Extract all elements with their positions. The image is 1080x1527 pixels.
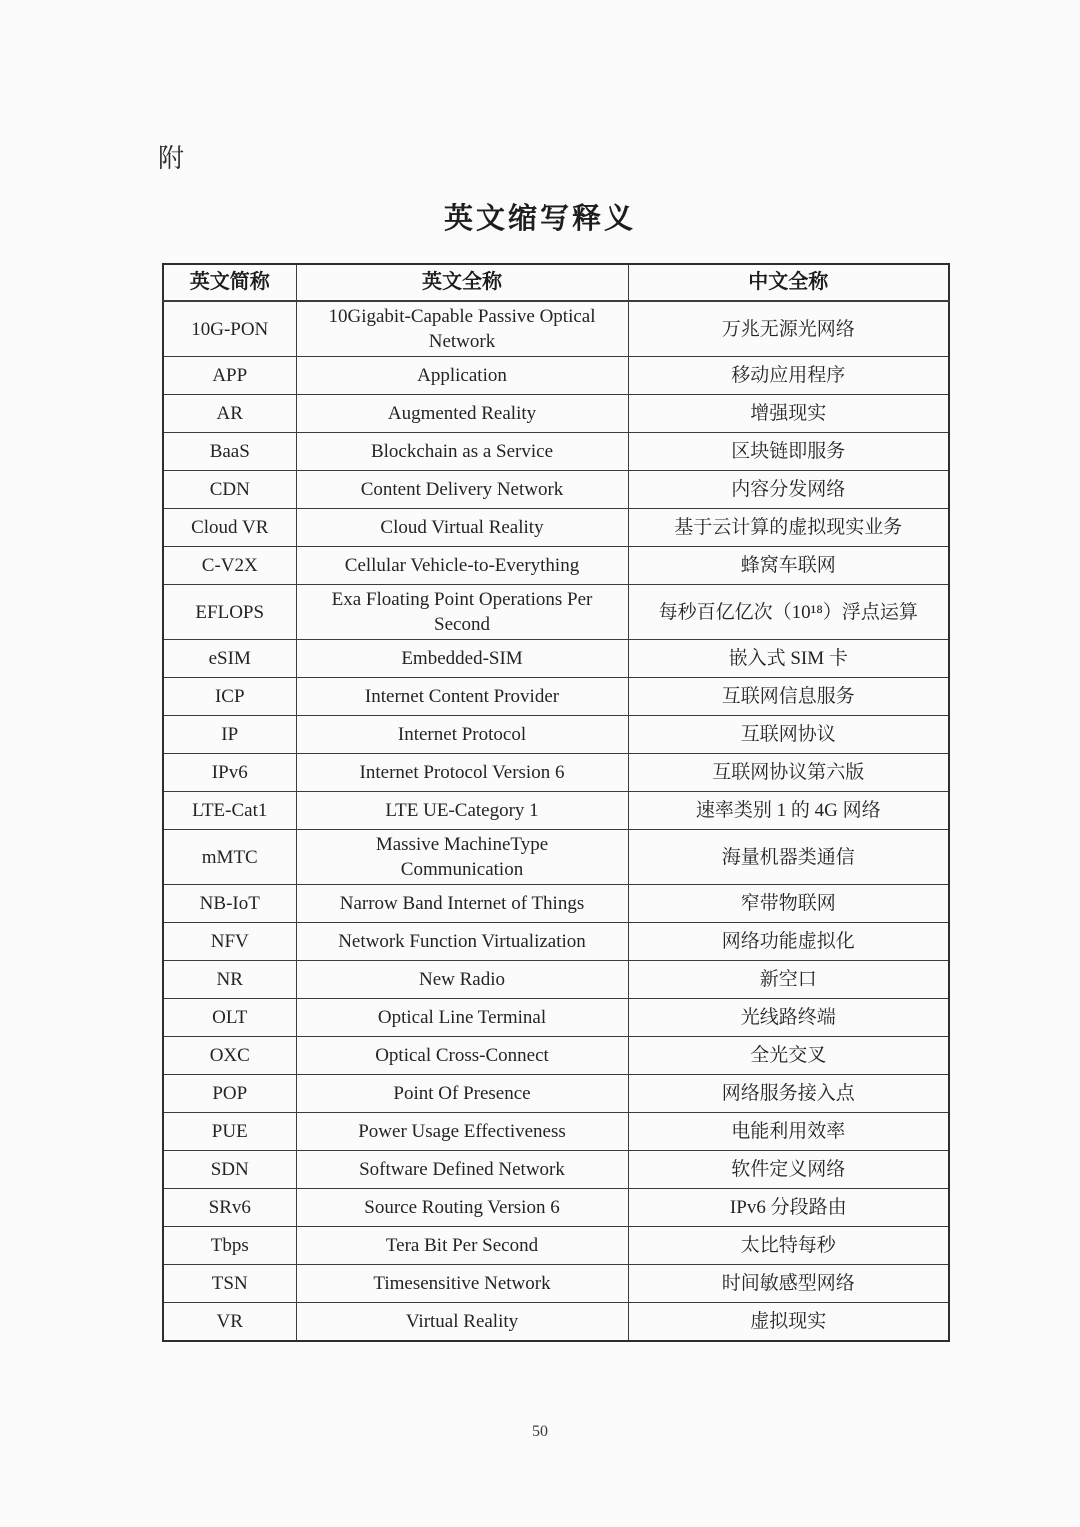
chinese-name-cell: 嵌入式 SIM 卡 bbox=[628, 640, 949, 678]
full-name-cell: Content Delivery Network bbox=[296, 471, 628, 509]
chinese-name-cell: 虚拟现实 bbox=[628, 1303, 949, 1342]
table-row bbox=[163, 923, 949, 961]
chinese-name-cell: 电能利用效率 bbox=[628, 1113, 949, 1151]
appendix-label: 附 bbox=[158, 144, 185, 173]
page-number: 50 bbox=[532, 1423, 548, 1440]
full-name-cell: Source Routing Version 6 bbox=[296, 1189, 628, 1227]
table-row bbox=[163, 357, 949, 395]
abbr-cell: BaaS bbox=[163, 433, 296, 471]
chinese-name-cell: 蜂窝车联网 bbox=[628, 547, 949, 585]
table-row bbox=[163, 433, 949, 471]
table-row bbox=[163, 1303, 949, 1342]
abbr-cell: Cloud VR bbox=[163, 509, 296, 547]
full-name-cell: Massive MachineType Communication bbox=[296, 830, 628, 885]
table-row bbox=[163, 961, 949, 999]
chinese-name-cell: 网络服务接入点 bbox=[628, 1075, 949, 1113]
table-row bbox=[163, 395, 949, 433]
chinese-name-cell: 互联网协议第六版 bbox=[628, 754, 949, 792]
chinese-name-cell: 万兆无源光网络 bbox=[628, 301, 949, 357]
abbr-cell: POP bbox=[163, 1075, 296, 1113]
table-row bbox=[163, 885, 949, 923]
table-row bbox=[163, 1189, 949, 1227]
page-title: 英文缩写释义 bbox=[443, 203, 636, 235]
abbr-cell: APP bbox=[163, 357, 296, 395]
chinese-name-cell: IPv6 分段路由 bbox=[628, 1189, 949, 1227]
chinese-name-cell: 每秒百亿亿次（10¹⁸）浮点运算 bbox=[628, 585, 949, 640]
table-row bbox=[163, 754, 949, 792]
table-row bbox=[163, 1151, 949, 1189]
abbr-cell: CDN bbox=[163, 471, 296, 509]
full-name-cell: Embedded-SIM bbox=[296, 640, 628, 678]
abbr-cell: OLT bbox=[163, 999, 296, 1037]
full-name-cell: Cloud Virtual Reality bbox=[296, 509, 628, 547]
header-cell-chinese-name: 中文全称 bbox=[628, 264, 949, 301]
full-name-cell: Timesensitive Network bbox=[296, 1265, 628, 1303]
abbr-cell: VR bbox=[163, 1303, 296, 1342]
full-name-cell: Point Of Presence bbox=[296, 1075, 628, 1113]
abbr-cell: SDN bbox=[163, 1151, 296, 1189]
table-row bbox=[163, 640, 949, 678]
table-row bbox=[163, 830, 949, 885]
full-name-cell: Software Defined Network bbox=[296, 1151, 628, 1189]
full-name-cell: Narrow Band Internet of Things bbox=[296, 885, 628, 923]
table-row bbox=[163, 999, 949, 1037]
full-name-cell: Power Usage Effectiveness bbox=[296, 1113, 628, 1151]
table-row bbox=[163, 547, 949, 585]
abbreviation-table-container bbox=[162, 263, 950, 1342]
full-name-cell: Tera Bit Per Second bbox=[296, 1227, 628, 1265]
abbr-cell: C-V2X bbox=[163, 547, 296, 585]
chinese-name-cell: 时间敏感型网络 bbox=[628, 1265, 949, 1303]
table-row bbox=[163, 792, 949, 830]
full-name-cell: Augmented Reality bbox=[296, 395, 628, 433]
chinese-name-cell: 海量机器类通信 bbox=[628, 830, 949, 885]
full-name-cell: Internet Content Provider bbox=[296, 678, 628, 716]
abbr-cell: AR bbox=[163, 395, 296, 433]
chinese-name-cell: 内容分发网络 bbox=[628, 471, 949, 509]
abbr-cell: NB-IoT bbox=[163, 885, 296, 923]
chinese-name-cell: 太比特每秒 bbox=[628, 1227, 949, 1265]
chinese-name-cell: 光线路终端 bbox=[628, 999, 949, 1037]
table-body bbox=[163, 301, 949, 1341]
chinese-name-cell: 增强现实 bbox=[628, 395, 949, 433]
chinese-name-cell: 速率类别 1 的 4G 网络 bbox=[628, 792, 949, 830]
abbr-cell: NR bbox=[163, 961, 296, 999]
chinese-name-cell: 新空口 bbox=[628, 961, 949, 999]
abbr-cell: TSN bbox=[163, 1265, 296, 1303]
full-name-cell: New Radio bbox=[296, 961, 628, 999]
table-row bbox=[163, 509, 949, 547]
table-row bbox=[163, 1113, 949, 1151]
table-row bbox=[163, 471, 949, 509]
chinese-name-cell: 全光交叉 bbox=[628, 1037, 949, 1075]
full-name-cell: 10Gigabit-Capable Passive Optical Network bbox=[296, 301, 628, 357]
abbr-cell: NFV bbox=[163, 923, 296, 961]
chinese-name-cell: 区块链即服务 bbox=[628, 433, 949, 471]
full-name-cell: Blockchain as a Service bbox=[296, 433, 628, 471]
chinese-name-cell: 窄带物联网 bbox=[628, 885, 949, 923]
table-row bbox=[163, 585, 949, 640]
table-row bbox=[163, 678, 949, 716]
full-name-cell: Network Function Virtualization bbox=[296, 923, 628, 961]
full-name-cell: Optical Cross-Connect bbox=[296, 1037, 628, 1075]
full-name-cell: Exa Floating Point Operations Per Second bbox=[296, 585, 628, 640]
abbr-cell: ICP bbox=[163, 678, 296, 716]
header-cell-abbr: 英文简称 bbox=[163, 264, 296, 301]
chinese-name-cell: 网络功能虚拟化 bbox=[628, 923, 949, 961]
chinese-name-cell: 移动应用程序 bbox=[628, 357, 949, 395]
abbr-cell: OXC bbox=[163, 1037, 296, 1075]
full-name-cell: Internet Protocol Version 6 bbox=[296, 754, 628, 792]
table-row bbox=[163, 1037, 949, 1075]
table-header-row bbox=[163, 264, 949, 301]
abbr-cell: IP bbox=[163, 716, 296, 754]
abbr-cell: mMTC bbox=[163, 830, 296, 885]
table-row bbox=[163, 1075, 949, 1113]
full-name-cell: Internet Protocol bbox=[296, 716, 628, 754]
abbr-cell: SRv6 bbox=[163, 1189, 296, 1227]
table-row bbox=[163, 301, 949, 357]
abbr-cell: 10G-PON bbox=[163, 301, 296, 357]
chinese-name-cell: 互联网信息服务 bbox=[628, 678, 949, 716]
full-name-cell: Cellular Vehicle-to-Everything bbox=[296, 547, 628, 585]
full-name-cell: Application bbox=[296, 357, 628, 395]
abbr-cell: Tbps bbox=[163, 1227, 296, 1265]
full-name-cell: Virtual Reality bbox=[296, 1303, 628, 1342]
abbr-cell: LTE-Cat1 bbox=[163, 792, 296, 830]
table-row bbox=[163, 716, 949, 754]
table-row bbox=[163, 1227, 949, 1265]
abbr-cell: IPv6 bbox=[163, 754, 296, 792]
abbr-cell: eSIM bbox=[163, 640, 296, 678]
header-cell-full-name: 英文全称 bbox=[296, 264, 628, 301]
chinese-name-cell: 互联网协议 bbox=[628, 716, 949, 754]
table-row bbox=[163, 1265, 949, 1303]
full-name-cell: Optical Line Terminal bbox=[296, 999, 628, 1037]
chinese-name-cell: 基于云计算的虚拟现实业务 bbox=[628, 509, 949, 547]
abbreviation-table bbox=[162, 263, 950, 1342]
chinese-name-cell: 软件定义网络 bbox=[628, 1151, 949, 1189]
abbr-cell: EFLOPS bbox=[163, 585, 296, 640]
abbr-cell: PUE bbox=[163, 1113, 296, 1151]
full-name-cell: LTE UE-Category 1 bbox=[296, 792, 628, 830]
